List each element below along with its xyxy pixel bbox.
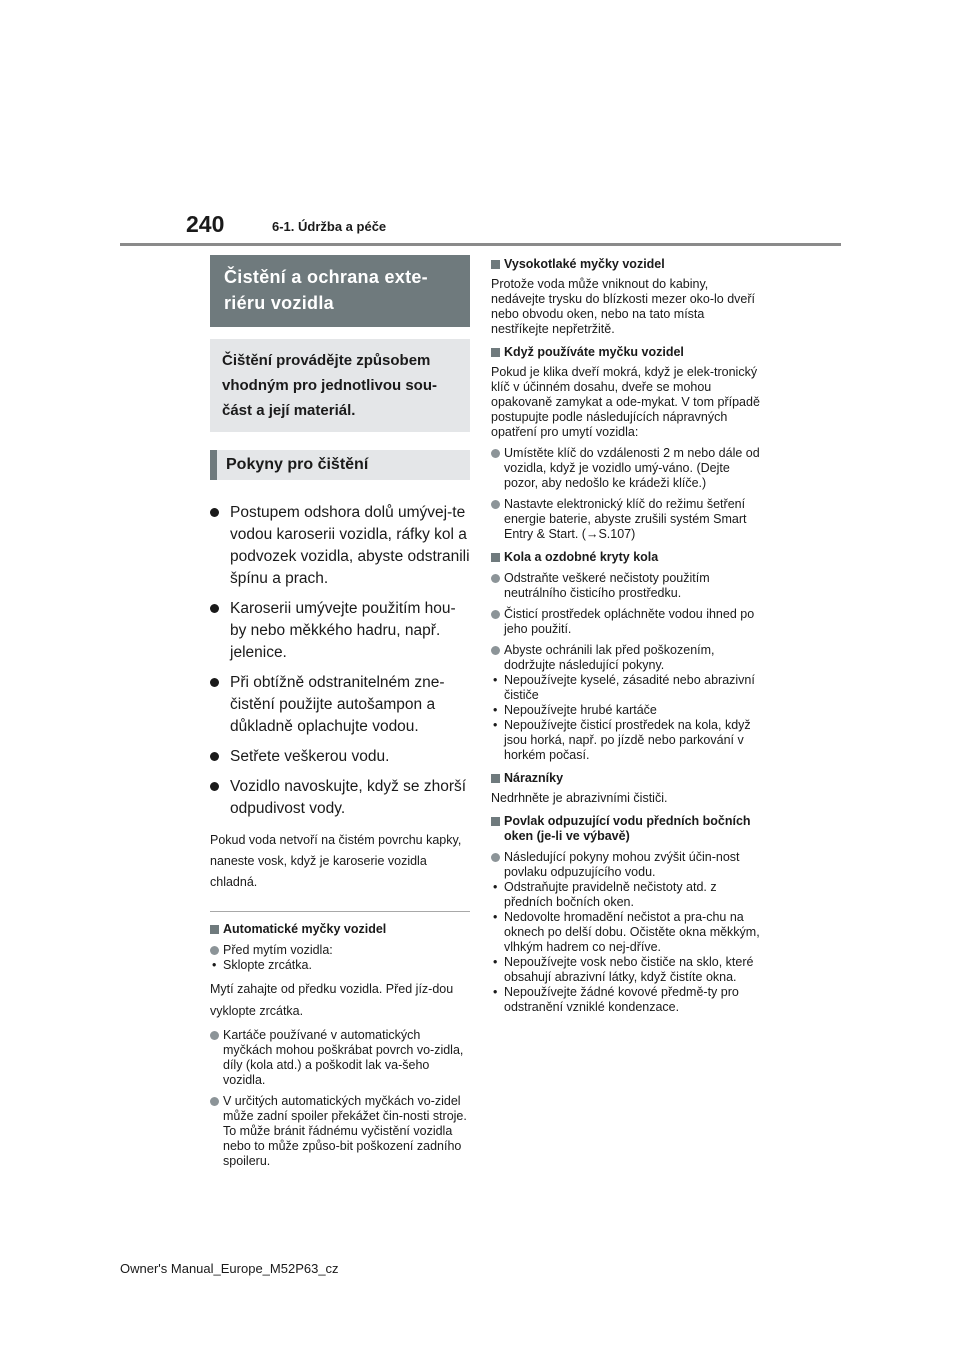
bullet-icon xyxy=(210,678,219,687)
list-item: • Nepoužívejte kyselé, zásadité nebo abrazivní čističe xyxy=(493,673,755,702)
high-pressure-heading: Vysokotlaké myčky vozidel xyxy=(491,257,761,272)
high-pressure-paragraph: Protože voda může vniknout do kabiny, nedávejte trysku do blízkosti mezer oko-lo dveří nebo obvodu oken, nebo na tato místa nestříkejte nepřetržitě. xyxy=(491,277,756,336)
coating-item: Následující pokyny mohou zvýšit účin-nost povlaku odpuzujícího vodu. xyxy=(491,850,761,880)
bullet-icon: • xyxy=(493,718,498,732)
auto-wash-heading: Automatické myčky vozidel xyxy=(210,922,470,937)
bullet-icon xyxy=(210,752,219,761)
wheels-item-3: Abyste ochránili lak před poškozením, dodržujte následující pokyny. xyxy=(491,643,761,673)
header-rule xyxy=(120,243,841,246)
square-bullet-icon xyxy=(491,553,500,562)
list-item: • Odstraňujte pravidelně nečistoty atd. z předních bočních oken. xyxy=(493,880,717,909)
page-title: Čistění a ochrana exte-riéru vozidla xyxy=(210,255,470,327)
list-item: Setřete veškerou vodu. xyxy=(210,746,470,768)
bumpers-paragraph: Nedrhněte je abrazivními čističi. xyxy=(491,791,668,805)
divider xyxy=(210,911,470,912)
bullet-icon: • xyxy=(493,985,498,999)
list-item: Postupem odshora dolů umývej-te vodou karoserii vozidla, ráfky kol a podvozek vozidla, abyste odstranili špínu a prach. xyxy=(210,502,470,590)
car-wash-paragraph: Pokud je klika dveří mokrá, když je elek-tronický klíč v účinném dosahu, dveře se mohou opakovaně zamykat a ode-mykat. V tom případě postupujte podle následujících nápravných opatření pro umytí vozidla: xyxy=(491,365,760,439)
car-wash-heading: Když používáte myčku vozidel xyxy=(491,345,761,360)
circle-bullet-icon xyxy=(491,500,500,509)
wheels-sublist xyxy=(491,673,761,763)
cleaning-steps-list xyxy=(210,502,470,820)
coating-heading: Povlak odpuzující vodu předních bočních oken (je-li ve výbavě) xyxy=(491,814,761,844)
coating-sublist xyxy=(491,880,761,1015)
section-title: 6-1. Údržba a péče xyxy=(272,219,387,234)
car-wash-item-1: Umístěte klíč do vzdálenosti 2 m nebo dále od vozidla, když je vozidlo umý-váno. (Dejte pozor, aby nedošlo ke krádeži klíče.) xyxy=(491,446,761,491)
auto-wash-item-2: Kartáče používané v automatických myčkách mohou poškrábat povrch vo-zidla, díly (kola atd.) a poškodit lak va-šeho vozidla. xyxy=(210,1028,470,1088)
square-bullet-icon xyxy=(210,925,219,934)
left-column xyxy=(210,255,470,1169)
circle-bullet-icon xyxy=(210,946,219,955)
square-bullet-icon xyxy=(491,817,500,826)
list-item: Vozidlo navoskujte, když se zhorší odpudivost vody. xyxy=(210,776,470,820)
auto-wash-item-3: V určitých automatických myčkách vo-zidel může zadní spoiler překážet čin-nosti stroje. To může bránit řádnému vyčistění vozidla nebo to může způso-bit poškození zadního spoileru. xyxy=(210,1094,470,1169)
circle-bullet-icon xyxy=(491,574,500,583)
circle-bullet-icon xyxy=(210,1031,219,1040)
bullet-icon: • xyxy=(212,958,217,972)
square-bullet-icon xyxy=(491,348,500,357)
intro-box: Čištění provádějte způsobem vhodným pro jednotlivou sou-část a její materiál. xyxy=(210,339,470,432)
bullet-icon: • xyxy=(493,955,498,969)
bullet-icon xyxy=(210,604,219,613)
bumpers-heading: Nárazníky xyxy=(491,771,761,786)
wheels-heading: Kola a ozdobné kryty kola xyxy=(491,550,761,565)
list-item: • Nepoužívejte čisticí prostředek na kola, když jsou horká, např. po jízdě nebo parkování v horkém počasí. xyxy=(493,718,751,762)
car-wash-item-2: Nastavte elektronický klíč do režimu šetření energie baterie, abyste zrušili systém Smart Entry & Start. (→S.107) xyxy=(491,497,761,542)
list-item: Karoserii umývejte použitím hou-by nebo měkkého hadru, např. jelenice. xyxy=(210,598,470,664)
wheels-item-1: Odstraňte veškeré nečistoty použitím neutrálního čisticího prostředku. xyxy=(491,571,761,601)
page-number: 240 xyxy=(186,211,225,237)
footer-manual-id: Owner's Manual_Europe_M52P63_cz xyxy=(120,1261,339,1276)
right-column xyxy=(491,255,761,1015)
wax-note: Pokud voda netvoří na čistém povrchu kapky, naneste vosk, když je karoserie vozidla chladná. xyxy=(210,833,462,889)
bullet-icon: • xyxy=(493,910,498,924)
square-bullet-icon xyxy=(491,260,500,269)
list-item: • Nepoužívejte hrubé kartáče xyxy=(493,703,657,717)
auto-wash-sublist xyxy=(210,958,470,973)
list-item: • Nedovolte hromadění nečistot a pra-chu na oknech po delší dobu. Očistěte okna měkkým, vlhkým hadrem co nej-dříve. xyxy=(493,910,760,954)
bullet-icon xyxy=(210,508,219,517)
list-item: Při obtížně odstranitelném zne-čistění použijte autošampon a důkladně oplachujte vodou. xyxy=(210,672,470,738)
circle-bullet-icon xyxy=(491,449,500,458)
bullet-icon: • xyxy=(493,880,498,894)
square-bullet-icon xyxy=(491,774,500,783)
bullet-icon: • xyxy=(493,703,498,717)
list-item: • Nepoužívejte vosk nebo čističe na sklo, které obsahují abrazivní látky, když čistíte okna. xyxy=(493,955,754,984)
bullet-icon: • xyxy=(493,673,498,687)
subheading-cleaning-instructions: Pokyny pro čištění xyxy=(210,450,470,480)
circle-bullet-icon xyxy=(210,1097,219,1106)
circle-bullet-icon xyxy=(491,853,500,862)
circle-bullet-icon xyxy=(491,646,500,655)
list-item: • Sklopte zrcátka. xyxy=(212,958,312,972)
wheels-item-2: Čisticí prostředek opláchněte vodou ihned po jeho použití. xyxy=(491,607,761,637)
list-item: • Nepoužívejte žádné kovové předmě-ty pro odstranění vzniklé kondenzace. xyxy=(493,985,739,1014)
bullet-icon xyxy=(210,782,219,791)
auto-wash-item-1: Před mytím vozidla: xyxy=(210,943,470,958)
auto-wash-paragraph: Mytí zahajte od předku vozidla. Před jíz-dou vyklopte zrcátka. xyxy=(210,982,454,1018)
circle-bullet-icon xyxy=(491,610,500,619)
